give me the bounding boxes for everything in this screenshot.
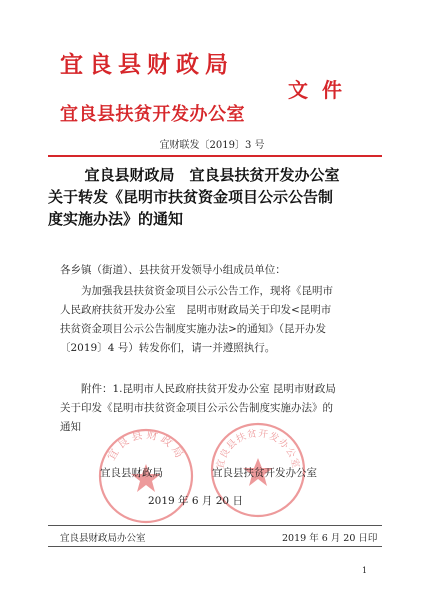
body-line: 为加强我县扶贫资金项目公示公告工作，现将《昆明市 (81, 285, 333, 297)
body-line: 〔2019〕4 号）转发你们，请一并遵照执行。 (60, 342, 276, 354)
body-line: 扶贫资金项目公示公告制度实施办法>的通知》（昆开办发 (60, 323, 327, 335)
footer-print-date: 2019 年 6 月 20 日印 (282, 533, 378, 544)
footer-divider-bottom (48, 546, 382, 547)
signature-date: 2019 年 6 月 20 日 (148, 495, 243, 507)
title-line-2: 关于转发《昆明市扶贫资金项目公示公告制 (48, 188, 334, 206)
document-title (48, 164, 382, 230)
body-line: 人民政府扶贫开发办公室 昆明市财政局关于印发<昆明市 (60, 304, 332, 316)
svg-text:宜良县财政局 (105, 427, 188, 463)
body-paragraph (60, 282, 376, 358)
header-divider (48, 155, 382, 157)
document-number: 宜财联发〔2019〕3 号 (159, 140, 265, 151)
page-number: 1 (362, 566, 368, 575)
title-line-3: 度实施办法》的通知 (48, 210, 184, 228)
document-word: 文件 (288, 78, 356, 102)
attachment-line: 关于印发《昆明市扶贫资金项目公示公告制度实施办法》的 (60, 402, 333, 414)
issuer-line-1: 宜良县财政局 (60, 52, 234, 78)
footer-divider-top (48, 525, 382, 526)
signature-org-1: 宜良县财政局 (100, 467, 163, 479)
footer-issuer: 宜良县财政局办公室 (60, 533, 146, 544)
issuer-line-2: 宜良县扶贫开发办公室 (60, 104, 245, 125)
attachment-line: 通知 (60, 421, 81, 433)
title-line-1: 宜良县财政局 宜良县扶贫开发办公室 (84, 166, 340, 184)
seal2-text: 宜良县扶贫开发办公室 (214, 428, 302, 470)
seal1-text: 宜良县财政局 (104, 428, 188, 463)
salutation: 各乡镇（街道）、县扶贫开发领导小组成员单位： (60, 264, 286, 276)
attachment-line: 附件：1.昆明市人民政府扶贫开发办公室 昆明市财政局 (81, 383, 336, 395)
signature-org-2: 宜良县扶贫开发办公室 (212, 467, 317, 479)
